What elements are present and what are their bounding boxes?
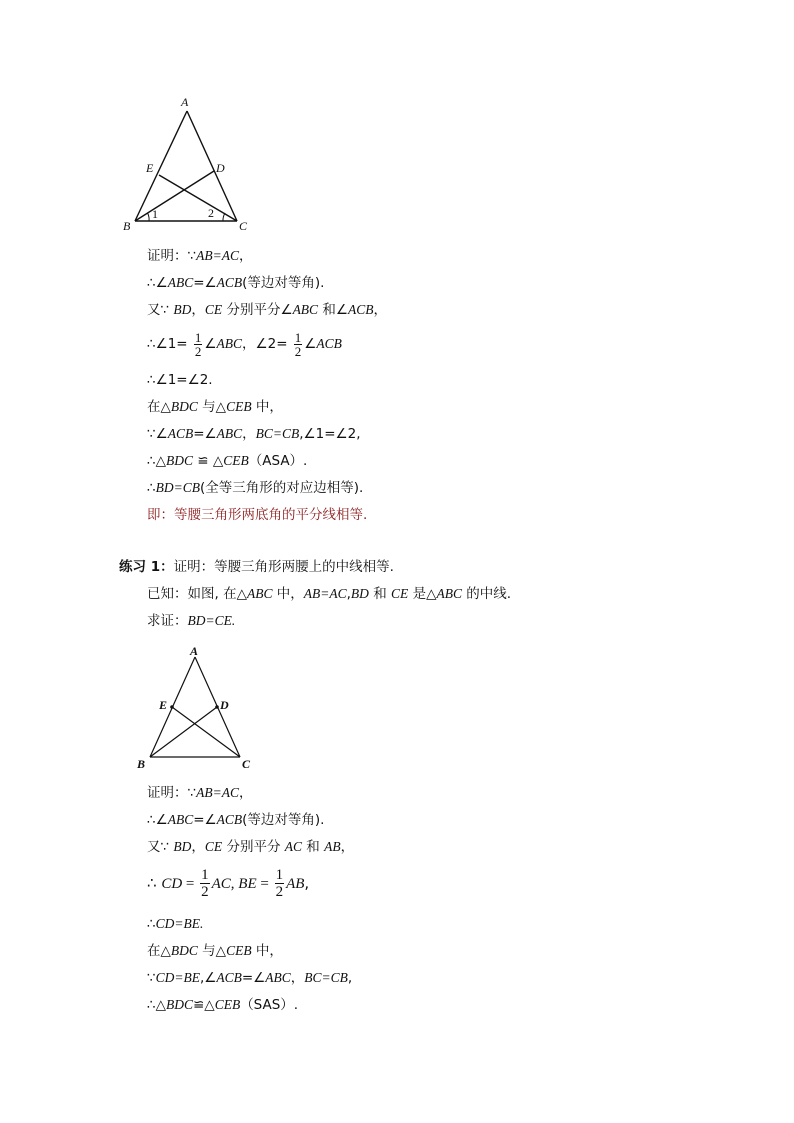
label-e: E (146, 161, 154, 175)
proof1-conclusion: 即：等腰三角形两底角的平分线相等. (147, 507, 368, 523)
label-angle-2: 2 (208, 206, 214, 220)
proof1-line2: ∴∠ABC=∠ACB(等边对等角). (147, 275, 325, 291)
exercise1-heading (119, 558, 394, 576)
proof1-line4: ∴∠1= $\frac{1}{2}$ ∠ABC，∠2= $\frac{1}{2}$ ∠ACB (147, 329, 342, 359)
proof2-line2: ∴∠ABC=∠ACB(等边对等角). (147, 812, 325, 828)
proof2-line1: 证明：∵AB=AC， (147, 785, 253, 801)
label-d: D (220, 698, 229, 712)
label-b: B (123, 219, 131, 233)
proof1-line1: 证明：∵AB=AC， (147, 248, 253, 264)
segment-bd (135, 171, 214, 221)
proof1-line6: 在△BDC 与△CEB 中， (147, 399, 283, 415)
segment-bd (150, 707, 217, 757)
point-e (170, 705, 174, 709)
label-e: E (159, 698, 168, 712)
label-angle-1: 1 (152, 207, 158, 221)
angle-mark-1 (148, 214, 149, 222)
fraction-half: $\frac{1}{2}$ (294, 329, 302, 359)
label-d: D (216, 161, 225, 175)
fraction-half: $\frac{1}{2}$ (194, 329, 202, 359)
segment-ac (195, 657, 240, 757)
proof1-line3: 又∵ BD，CE 分别平分∠ABC 和∠ACB， (147, 302, 387, 318)
proof2-line4: ∴ CD = $\frac{1}{2}$ AC, BE = $\frac{1}{2}$ AB, (147, 867, 310, 900)
proof1-line8: ∴△BDC ≌ △CEB（ASA）. (147, 453, 308, 469)
angle-mark-2 (223, 213, 225, 221)
proof1-line9: ∴BD=CB(全等三角形的对应边相等). (147, 480, 364, 496)
fraction-half: $\frac{1}{2}$ (201, 867, 209, 900)
proof2-line3: 又∵ BD，CE 分别平分 AC 和 AB， (147, 839, 355, 855)
label-c: C (239, 219, 248, 233)
proof1-line7: ∵∠ACB=∠ABC，BC=CB,∠1=∠2, (147, 426, 361, 442)
proof2-line8: ∴△BDC≌△CEB（SAS）. (147, 997, 299, 1013)
label-a: A (190, 644, 199, 658)
segment-ab (135, 111, 187, 221)
exercise1-given: 已知：如图, 在△ABC 中，AB=AC,BD 和 CE 是△ABC 的中线. (147, 586, 512, 602)
segment-ce (172, 707, 240, 757)
segment-ce (159, 175, 237, 221)
segment-ac (187, 111, 237, 221)
label-b: B (137, 757, 146, 771)
proof2-line7: ∵CD=BE,∠ACB=∠ABC，BC=CB, (147, 970, 353, 986)
exercise-statement: 证明：等腰三角形两腰上的中线相等. (173, 559, 394, 575)
point-d (215, 705, 219, 709)
proof2-line5: ∴CD=BE. (147, 916, 204, 932)
segment-ab (150, 657, 195, 757)
label-a: A (181, 95, 189, 109)
exercise1-prove: 求证：BD=CE. (147, 613, 236, 629)
proof2-line6: 在△BDC 与△CEB 中， (147, 943, 283, 959)
label-c: C (242, 757, 251, 771)
exercise-label: 练习 1： (119, 559, 174, 575)
fraction-half: $\frac{1}{2}$ (275, 867, 284, 900)
proof1-line5: ∴∠1=∠2. (147, 372, 213, 388)
